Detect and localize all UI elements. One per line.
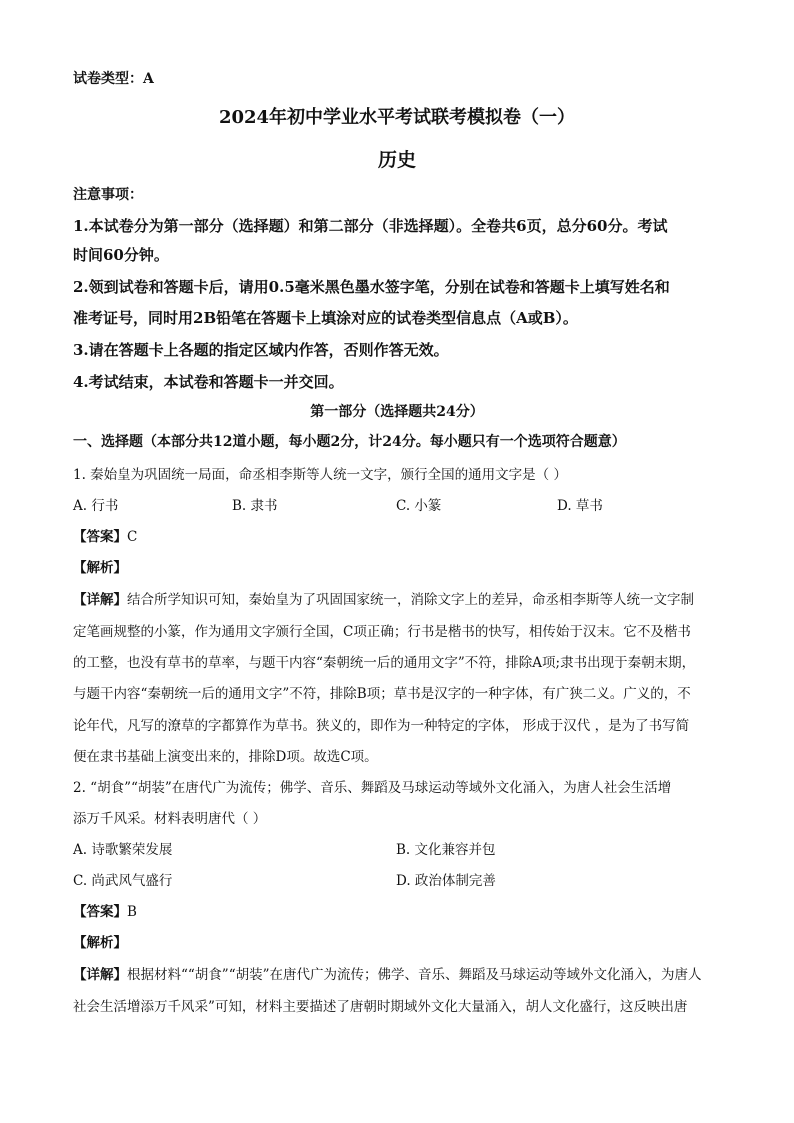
q1-detail-line: 便在隶书基础上演变出来的，排除D项。故选C项。 [73, 749, 378, 765]
answer-tag: 【答案】 [73, 529, 127, 545]
detail-tag: 【详解】 [73, 967, 127, 983]
q1-analysis-tag: 【解析】 [73, 560, 127, 576]
exam-title: 2024年初中学业水平考试联考模拟卷（一） [218, 107, 576, 128]
q1-detail-line: 论年代，凡写的潦草的字都算作为草书。狭义的，即作为一种特定的字体， 形成于汉代 ，是为了书写简 [73, 718, 690, 734]
q1-answer [73, 525, 137, 545]
q1-option-c: C. 小篆 [396, 498, 442, 514]
note-4: 4.考试结束，本试卷和答题卡一并交回。 [73, 373, 344, 391]
detail-text: 根据材料““胡食”“胡装”在唐代广为流传；佛学、音乐、舞蹈及马球运动等域外文化涌入，为唐人 [127, 967, 702, 983]
q2-detail-line: 社会生活增添万千风采”可知，材料主要描述了唐朝时期域外文化大量涌入，胡人文化盛行，这反映出唐 [73, 999, 688, 1015]
q1-detail-line: 与题干内容“秦朝统一后的通用文字”不符，排除B项；草书是汉字的一种字体，有广狭二义。广义的，不 [73, 686, 691, 702]
question-2-stem-line-1: 2. “胡食”“胡装”在唐代广为流传；佛学、音乐、舞蹈及马球运动等域外文化涌入，为唐人社会生活增 [73, 780, 672, 796]
note-2-line-1: 2.领到试卷和答题卡后，请用0.5毫米黑色墨水签字笔，分别在试卷和答题卡上填写姓名和 [73, 278, 670, 296]
paper-type: 试卷类型：A [73, 71, 154, 87]
note-3: 3.请在答题卡上各题的指定区域内作答，否则作答无效。 [73, 341, 449, 359]
q1-option-b: B. 隶书 [232, 498, 278, 514]
q2-analysis-tag: 【解析】 [73, 935, 127, 951]
question-1-stem: 1. 秦始皇为巩固统一局面，命丞相李斯等人统一文字，颁行全国的通用文字是（ ） [73, 467, 567, 483]
q1-detail-line: 的工整，也没有草书的草率，与题干内容“秦朝统一后的通用文字”不符，排除A项;隶书出现于秦朝末期， [73, 655, 696, 671]
q1-option-d: D. 草书 [557, 498, 603, 514]
question-2-stem-line-2: 添万千风采。材料表明唐代（ ） [73, 811, 267, 827]
answer-tag: 【答案】 [73, 904, 127, 920]
q1-detail-line [73, 588, 694, 608]
detail-text: 结合所学知识可知，秦始皇为了巩固国家统一，消除文字上的差异，命丞相李斯等人统一文字制 [127, 592, 694, 608]
q2-option-b: B. 文化兼容并包 [396, 842, 496, 858]
q2-option-d: D. 政治体制完善 [396, 873, 496, 889]
part1-title: 第一部分（选择题共24分） [310, 404, 484, 420]
q2-answer [73, 900, 137, 920]
q1-detail-line: 定笔画规整的小篆，作为通用文字颁行全国，C项正确；行书是楷书的快写，相传始于汉末。它不及楷书 [73, 624, 691, 640]
note-1-line-2: 时间60分钟。 [73, 246, 169, 264]
q2-option-a: A. 诗歌繁荣发展 [73, 842, 173, 858]
note-1-line-1: 1.本试卷分为第一部分（选择题）和第二部分（非选择题）。全卷共6页，总分60分。考试 [73, 217, 668, 235]
q2-detail-line [73, 963, 702, 983]
detail-tag: 【详解】 [73, 592, 127, 608]
answer-value: C [127, 529, 138, 545]
q1-option-a: A. 行书 [73, 498, 119, 514]
answer-value: B [127, 904, 137, 920]
section-heading: 一、选择题（本部分共12道小题，每小题2分，计24分。每小题只有一个选项符合题意） [73, 434, 626, 450]
subject-title: 历史 [377, 149, 416, 171]
note-2-line-2: 准考证号，同时用2B铅笔在答题卡上填涂对应的试卷类型信息点（A或B）。 [73, 309, 578, 327]
notes-heading: 注意事项： [73, 187, 143, 203]
q2-option-c: C. 尚武风气盛行 [73, 873, 173, 889]
